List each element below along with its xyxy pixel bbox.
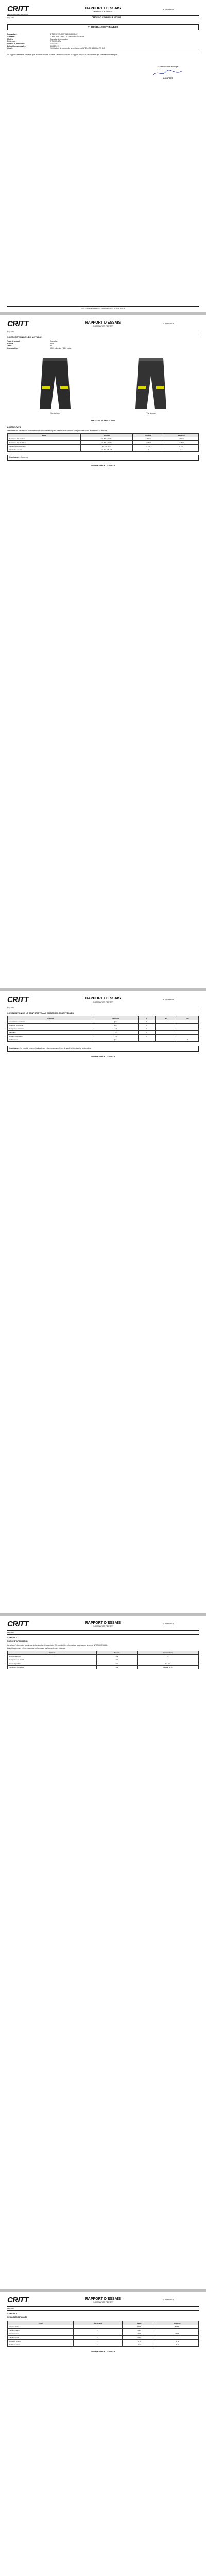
report-title: RAPPORT D'ESSAIS: [85, 1621, 121, 1625]
certificate-number: N° 2017/11412/CERT/PAVE/OS: [88, 26, 118, 28]
table-row: [8, 1020, 199, 1024]
table-cell: § 4.4: [93, 1038, 139, 1042]
info-value: 20/02/2017: [50, 45, 59, 47]
page-number: Page 2/10: [7, 330, 14, 333]
page-header: [7, 2295, 199, 2307]
critt-logo: CRITT: [7, 319, 29, 328]
page-header: [7, 4, 199, 16]
photo-caption: Vue de dos: [146, 412, 156, 415]
annex-label: ANNEXE 1: [7, 1637, 17, 1639]
table-cell: X: [139, 1024, 155, 1027]
table-cell: Innocuité des matériaux: [8, 1020, 93, 1024]
table-row: [8, 2343, 199, 2347]
table-cell: Traction chaîne: [8, 2328, 74, 2332]
page-number: Page 1/10: [7, 16, 14, 19]
annex-paragraph-2: Les pictogrammes et les niveaux de performance sont correctement indiqués.: [7, 1647, 66, 1650]
photo-caption: Vue de face: [50, 412, 60, 415]
table-cell: Variation dimensionnelle: [8, 444, 81, 448]
info-label: Type de produit :: [7, 340, 22, 343]
table-cell: Déchirure chaîne: [8, 2339, 74, 2343]
table-cell: § 8: [93, 1035, 139, 1038]
page-number: Page 5/10: [7, 2307, 14, 2309]
applicant-info: [7, 33, 199, 50]
table-cell: Oui: [96, 1665, 137, 1669]
table-cell: X: [139, 1031, 155, 1035]
info-label: Adresse :: [7, 36, 15, 38]
info-row: [7, 347, 199, 350]
table-cell: 1: [74, 2325, 123, 2328]
info-value: Noir: [50, 342, 54, 345]
table-header-cell: Exigence: [8, 1016, 93, 1020]
table-header-cell: Méthode: [81, 433, 133, 437]
table-cell: 508 N: [156, 2325, 199, 2328]
table-cell: Confort et ergonomie: [8, 1024, 93, 1027]
info-label: Taille :: [7, 345, 13, 347]
report-number: N° 2017/41801/4: [163, 8, 174, 11]
report-title: RAPPORT D'ESSAIS: [85, 996, 121, 1001]
table-cell: Oui: [96, 1654, 137, 1658]
info-value: 65% polyester / 35% coton: [50, 347, 72, 349]
conformity-table: [7, 1016, 199, 1042]
table-cell: § 4.3: [93, 1024, 139, 1027]
notice-table: [7, 1651, 199, 1669]
table-cell: [155, 1024, 177, 1027]
section-title: 3. ÉVALUATION DE LA CONFORMITÉ AUX EXIGENCES ESSENTIELLES: [7, 1012, 74, 1014]
table-cell: X: [139, 1035, 155, 1038]
table-row: [8, 2335, 199, 2339]
end-of-report: FIN DU RAPPORT D'ESSAIS: [90, 464, 116, 467]
signature-image: [152, 69, 183, 77]
info-label: Date de la demande :: [7, 43, 25, 45]
table-cell: EN ISO 105-C06: [81, 448, 133, 452]
table-row: [8, 2339, 199, 2343]
page-header: [7, 318, 199, 330]
critt-logo: CRITT CENTRE RÉGIONAL D'INNOVATION: [7, 5, 29, 15]
table-cell: Traction trame: [8, 2335, 74, 2339]
table-header-cell: C: [139, 1016, 155, 1020]
table-cell: Oui: [96, 1662, 137, 1665]
table-cell: Solidité des coloris: [8, 448, 81, 452]
table-header-cell: Présent: [96, 1651, 137, 1654]
table-cell: [177, 1035, 198, 1038]
annex-title: NOTICE D'INFORMATION: [7, 1640, 28, 1643]
table-row: [8, 440, 199, 444]
page-strip: [7, 16, 199, 20]
report-number: N° 2017/41801/4: [163, 998, 174, 1001]
table-cell: 1: [74, 2339, 123, 2343]
info-value: M: [50, 345, 52, 347]
conclusion-text: Le modèle examiné satisfait aux exigences essentielles de santé et de sécurité applicables.: [20, 1047, 91, 1050]
table-cell: > 450 N: [132, 437, 164, 440]
page-number: Page 3/10: [7, 1006, 14, 1009]
table-cell: [155, 1020, 177, 1024]
table-cell: X: [139, 1027, 155, 1031]
table-cell: [139, 1038, 155, 1042]
info-value: Pantalon de protection: [50, 38, 68, 40]
table-header-cell: NA: [177, 1016, 198, 1020]
info-value: PT-2017-ADV: [50, 40, 61, 43]
table-cell: S à XXL: [137, 1662, 198, 1665]
table-cell: [177, 1027, 198, 1031]
info-label: Échantillons reçus le :: [7, 45, 26, 47]
table-cell: ≥ 450 N: [164, 437, 199, 440]
annex-title: RÉSULTATS DÉTAILLÉS: [7, 2316, 28, 2319]
table-cell: EN ISO 5077: [81, 444, 133, 448]
end-of-report: FIN DU RAPPORT D'ESSAIS: [90, 2351, 116, 2353]
trousers-back-image: [130, 355, 171, 412]
table-cell: [156, 2335, 199, 2339]
table-cell: Marquage: [8, 1031, 93, 1035]
table-cell: 466 N: [156, 2332, 199, 2335]
table-row: [8, 2325, 199, 2328]
info-label: Référence :: [7, 40, 17, 43]
table-row: [8, 1035, 199, 1038]
table-cell: [156, 2328, 199, 2332]
annex-paragraph-1: La notice d'information fournie par le fabricant a été examinée. Elle contient les informations requises par la norme NF EN ISO 13688.: [7, 1643, 108, 1646]
table-row: [8, 2332, 199, 2335]
report-page-3: [4, 992, 202, 1611]
report-title: RAPPORT D'ESSAIS: [85, 6, 121, 10]
table-cell: EN ISO 13934-1: [81, 437, 133, 440]
table-cell: 2: [74, 2335, 123, 2339]
table-header-cell: Élément: [8, 1651, 97, 1654]
signature-label: Le Responsable Technique: [157, 66, 179, 69]
table-row: [8, 437, 199, 440]
table-row: [8, 1665, 199, 1669]
table-row: [8, 1027, 199, 1031]
table-cell: Traction trame: [8, 2332, 74, 2335]
table-header-cell: Commentaire: [137, 1651, 198, 1654]
table-row: [8, 1662, 199, 1665]
report-title: RAPPORT D'ESSAIS: [85, 320, 121, 325]
section-title: 2. RÉSULTATS: [7, 426, 21, 429]
critt-logo: CRITT: [7, 995, 29, 1004]
table-row: [8, 1038, 199, 1042]
info-value: 3 Rue de la Gare — 67300 SCHILTIGHEIM: [50, 36, 84, 38]
end-of-report: FIN DU RAPPORT D'ESSAIS: [90, 1056, 116, 1058]
table-header-cell: Exigence: [164, 433, 199, 437]
report-subtitle: EXAMINATION REPORT: [92, 1001, 114, 1004]
report-page-1: [4, 2, 202, 311]
table-cell: —: [137, 1658, 198, 1662]
table-cell: 31 N: [123, 2339, 156, 2343]
info-row: [7, 47, 199, 50]
table-cell: 1: [74, 2343, 123, 2347]
table-cell: Vieillissement: [8, 1038, 93, 1042]
annex-label: ANNEXE 2: [7, 2313, 17, 2315]
info-value: Vérification de conformité selon la norme NF EN ISO 13688 et EN 343: [50, 47, 105, 50]
table-cell: § 7: [93, 1031, 139, 1035]
table-cell: 504 N: [123, 2328, 156, 2332]
table-cell: Résistance à la traction: [8, 437, 81, 440]
table-cell: [155, 1038, 177, 1042]
table-cell: 512 N: [123, 2325, 156, 2328]
info-label: Objet :: [7, 47, 13, 50]
info-value: Pantalon: [50, 340, 58, 343]
report-number: N° 2017/41801/4: [163, 323, 174, 325]
detailed-results-table: [7, 2321, 199, 2347]
report-page-2: CRITT RAPPORT D'ESSAIS EXAMINATION REPORT N° 2017/41801/4 Page 2/10 1. DESCRIPTION DE L'ÉCHANTILLON Type de produit : Pantalon Coloris : Noir Taille : M Composition : 65% polyester / 35% coton Vue de face Vue de dos PANTALON DE PROTECTION 2. RÉSULTATS Les essais ont été réalisés conformément aux normes en vigueur. Les résultats obtenus sont présentés dans les tableaux ci-dessous. Essai Méthode Résultat Exigence Résistance à la traction EN ISO 13934-1 > 450 N ≥ 450 N Résistance à la déchirure EN ISO 13937-2 > 25 N ≥ 25 N Variation dimensionnelle EN ISO 5077 ± 3 % ≤ 3 % Solidité des coloris EN ISO 105-C06 4 ≥ 3 Conclusion : Conforme FIN DU RAPPORT D'ESSAIS: [4, 316, 202, 986]
table-cell: ≤ 3 %: [164, 444, 199, 448]
table-header-cell: Résultat: [132, 433, 164, 437]
trousers-front-image: [35, 355, 76, 412]
report-number: N° 2017/41801/4: [163, 1623, 174, 1625]
table-header-cell: Valeur: [123, 2321, 156, 2325]
garment-caption: PANTALON DE PROTECTION: [91, 419, 115, 422]
table-cell: EN ISO 13937-2: [81, 440, 133, 444]
info-value: 13/02/2017: [50, 43, 59, 45]
report-subtitle: EXAMINATION REPORT: [92, 325, 114, 328]
table-row: [8, 444, 199, 448]
report-number: N° 2017/41801/4: [163, 2299, 174, 2301]
table-cell: Notice d'information: [8, 1035, 93, 1038]
page-header: [7, 1619, 199, 1631]
table-cell: > 25 N: [132, 440, 164, 444]
garment-photos: [7, 355, 199, 415]
table-cell: [177, 1024, 198, 1027]
table-cell: ≥ 25 N: [164, 440, 199, 444]
table-cell: 461 N: [123, 2335, 156, 2339]
table-cell: 1: [74, 2332, 123, 2335]
table-cell: Déchirure trame: [8, 2343, 74, 2347]
table-cell: Désignation du produit: [8, 1658, 97, 1662]
table-cell: 471 N: [123, 2332, 156, 2335]
table-cell: § 4.2: [93, 1020, 139, 1024]
info-label: Demandeur :: [7, 33, 18, 36]
info-label: Modèle :: [7, 38, 14, 40]
table-cell: Oui: [96, 1658, 137, 1662]
sample-description: [7, 340, 199, 349]
table-row: [8, 1658, 199, 1662]
table-cell: [177, 1020, 198, 1024]
table-cell: [177, 1031, 198, 1035]
results-paragraph: Les essais ont été réalisés conformément aux normes en vigueur. Les résultats obtenus sont présentés dans les tableaux ci-dessous.: [7, 430, 108, 432]
report-statement: Ce rapport d'essais ne concerne que les objets soumis à l'essai. La reproduction de ce rapport d'essais n'est autorisée que sous sa forme intégrale.: [7, 53, 118, 56]
critt-logo: CRITT: [7, 2295, 29, 2304]
table-cell: Désignation des tailles: [8, 1027, 93, 1031]
conclusion-value: Conforme: [20, 456, 28, 459]
report-title: RAPPORT D'ESSAIS: [85, 2297, 121, 2301]
section-title: 1. DESCRIPTION DE L'ÉCHANTILLON: [7, 336, 42, 338]
table-cell: 30 N: [156, 2339, 199, 2343]
table-header-cell: Moyenne: [156, 2321, 199, 2325]
table-row: [8, 2328, 199, 2332]
table-row: [8, 1654, 199, 1658]
table-cell: 28 N: [123, 2343, 156, 2347]
table-cell: —: [137, 1654, 198, 1658]
table-header-cell: Éprouvette: [74, 2321, 123, 2325]
info-label: Coloris :: [7, 342, 14, 345]
table-header-cell: Essai: [8, 2321, 74, 2325]
info-value: ÉTABLISSEMENTS MULLER SAS: [50, 33, 78, 36]
conclusion-label: Conclusion :: [9, 1047, 20, 1050]
table-cell: [155, 1035, 177, 1038]
results-table: [7, 433, 199, 452]
table-cell: Instructions d'entretien: [8, 1665, 97, 1669]
report-subtitle: EXAMINATION REPORT: [92, 11, 114, 13]
critt-logo: CRITT: [7, 1619, 29, 1629]
table-header-cell: Essai: [8, 433, 81, 437]
table-cell: [155, 1027, 177, 1031]
table-cell: ± 3 %: [132, 444, 164, 448]
table-cell: Résistance à la déchirure: [8, 440, 81, 444]
page-number: Page 4/10: [7, 1631, 14, 1633]
table-row: [8, 1031, 199, 1035]
table-cell: ≥ 3: [164, 448, 199, 452]
table-cell: 28 N: [156, 2343, 199, 2347]
table-cell: X: [139, 1020, 155, 1024]
table-row: [8, 1024, 199, 1027]
signature-name: M. DUPONT: [163, 77, 173, 80]
table-header-cell: Référence: [93, 1016, 139, 1020]
table-header-cell: NC: [155, 1016, 177, 1020]
report-subtitle: EXAMINATION REPORT: [92, 1625, 114, 1628]
table-cell: Lavage 60°C: [137, 1665, 198, 1669]
eu-line: CERTIFICAT D'EXAMEN UE DE TYPE: [92, 16, 121, 19]
report-page-5: [4, 2293, 202, 2576]
table-cell: Tailles disponibles: [8, 1662, 97, 1665]
table-cell: 2: [74, 2328, 123, 2332]
report-subtitle: EXAMINATION REPORT: [92, 2301, 114, 2304]
info-label: Composition :: [7, 347, 19, 349]
table-cell: Nom du fabricant: [8, 1654, 97, 1658]
table-cell: Traction chaîne: [8, 2325, 74, 2328]
page-footer: CRITT — 1 rue de l'Innovation — 67000 Strasbourg — Tél. 03 88 00 00 00: [7, 306, 199, 310]
table-row: [8, 448, 199, 452]
table-cell: [155, 1031, 177, 1035]
report-page-4: [4, 1617, 202, 2286]
page-header: [7, 994, 199, 1006]
table-cell: 4: [132, 448, 164, 452]
table-cell: § 5: [93, 1027, 139, 1031]
table-cell: X: [177, 1038, 198, 1042]
